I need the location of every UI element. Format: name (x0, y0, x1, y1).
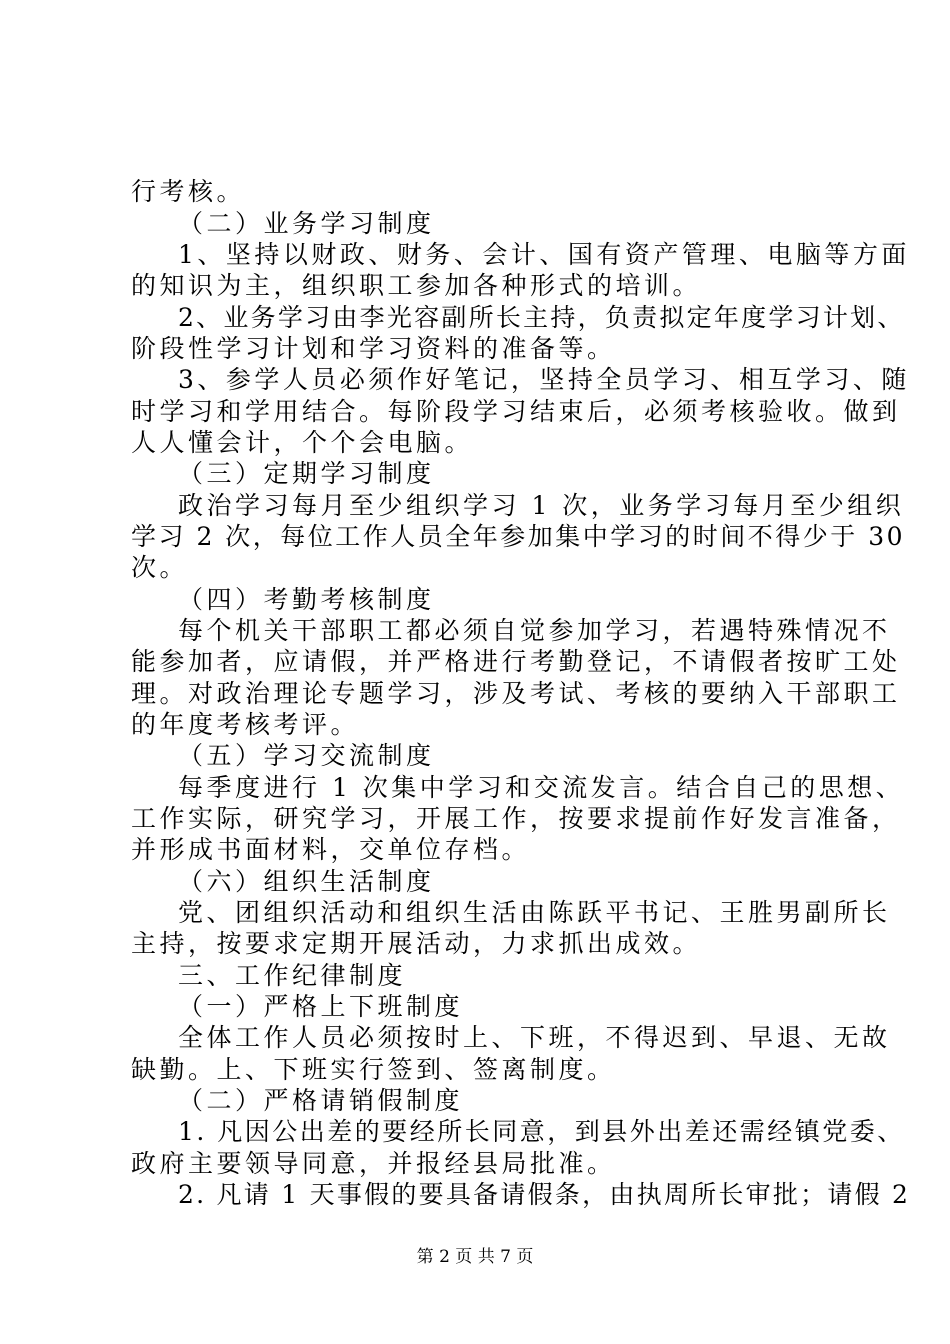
text-line: 次。 (131, 553, 189, 582)
text-line: 并形成书面材料，交单位存档。 (131, 835, 531, 864)
text-line: 缺勤。上、下班实行签到、签离制度。 (131, 1055, 616, 1084)
text-line: 2、业务学习由李光容副所长主持，负责拟定年度学习计划、 (178, 303, 905, 332)
text-line: 阶段性学习计划和学习资料的准备等。 (131, 334, 616, 363)
text-line: 时学习和学用结合。每阶段学习结束后，必须考核验收。做到 (131, 397, 901, 426)
text-line: 理。对政治理论专题学习，涉及考试、考核的要纳入干部职工 (131, 679, 901, 708)
section-heading: （二）严格请销假制度 (178, 1086, 464, 1115)
text-line: 的知识为主，组织职工参加各种形式的培训。 (131, 271, 702, 300)
chapter-heading: 三、工作纪律制度 (178, 961, 407, 990)
text-line: 全体工作人员必须按时上、下班，不得迟到、早退、无故 (178, 1023, 891, 1052)
text-line: 党、团组织活动和组织生活由陈跃平书记、王胜男副所长 (178, 898, 891, 927)
section-heading: （四）考勤考核制度 (178, 585, 435, 614)
text-line: 政府主要领导同意，并报经县局批准。 (131, 1149, 616, 1178)
text-line: 1. 凡因公出差的要经所长同意，到县外出差还需经镇党委、 (178, 1117, 905, 1146)
text-line: 能参加者，应请假，并严格进行考勤登记，不请假者按旷工处 (131, 647, 901, 676)
section-heading: （三）定期学习制度 (178, 459, 435, 488)
text-line: 学习 2 次，每位工作人员全年参加集中学习的时间不得少于 30 (131, 522, 906, 551)
text-line: 每个机关干部职工都必须自觉参加学习，若遇特殊情况不 (178, 616, 891, 645)
section-heading: （一）严格上下班制度 (178, 992, 464, 1021)
text-line: 的年度考核考评。 (131, 710, 360, 739)
text-line: 工作实际，研究学习，开展工作，按要求提前作好发言准备， (131, 804, 901, 833)
section-heading: （六）组织生活制度 (178, 867, 435, 896)
text-line: 政治学习每月至少组织学习 1 次，业务学习每月至少组织 (178, 491, 905, 520)
page-number-label: 第 2 页 共 7 页 (416, 1247, 534, 1267)
text-line: 1、坚持以财政、财务、会计、国有资产管理、电脑等方面 (178, 240, 910, 269)
section-heading: （二）业务学习制度 (178, 209, 435, 238)
text-line: 每季度进行 1 次集中学习和交流发言。结合自己的思想、 (178, 773, 905, 802)
text-line: 3、参学人员必须作好笔记，坚持全员学习、相互学习、随 (178, 365, 910, 394)
section-heading: （五）学习交流制度 (178, 741, 435, 770)
text-line: 行考核。 (131, 177, 246, 206)
text-line: 主持，按要求定期开展活动，力求抓出成效。 (131, 929, 702, 958)
text-line: 人人懂会计，个个会电脑。 (131, 428, 474, 457)
text-line: 2. 凡请 1 天事假的要具备请假条，由执周所长审批；请假 2 (178, 1180, 911, 1209)
page-footer (0, 1246, 950, 1268)
